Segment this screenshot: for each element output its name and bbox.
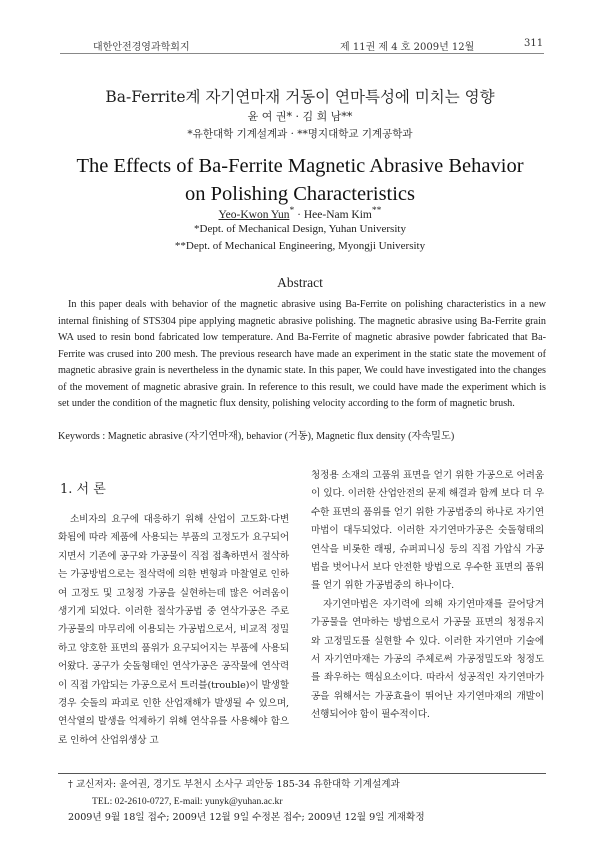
right-column	[311, 467, 544, 725]
abstract-heading: Abstract	[277, 275, 323, 290]
english-title-text: The Effects of Ba-Ferrite Magnetic Abrasive Behavior on Polishing Characteristics	[76, 155, 524, 205]
author-first: Yeo-Kwon Yun	[218, 208, 290, 221]
footnote-contact: TEL: 02-2610-0727, E-mail: yunyk@yuhan.ac.kr	[92, 796, 283, 807]
english-affiliation-1: *Dept. of Mechanical Design, Yuhan University	[194, 223, 406, 235]
left-column	[58, 511, 289, 750]
header-rule	[60, 53, 544, 54]
issue-info: 제 11권 제 4 호 2009년 12월	[340, 42, 475, 53]
footnote-corresponding: † 교신저자: 윤여권, 경기도 부천시 소사구 괴안동 185-34 유한대학 기계설계과	[68, 779, 400, 790]
abstract-text: In this paper deals with behavior of the magnetic abrasive using Ba-Ferrite on polishing characteristics in a new internal finishing of STS304 pipe applying magnetic abrasive polishing. The magnetic abrasive using Ba-Ferrite grain WA used to resin bond fabricated low temperature. And Ba-Ferrite of magnetic abrasive powder fabricated that Ba-Ferrite was crused into 200 mesh. The previous research have made an experiment in the static state the movement of magnetic abrasive grain is nevertheless in the dynamic state. In this paper, We could have investigated into the changes of the movement of magnetic abrasive grain. In reference to this result, we could have made the experiment which is set under the condition of the magnetic flux density, polishing velocity according to the form of magnetic brush.	[58, 299, 546, 409]
intro-paragraph-2: 청정용 소재의 고품위 표면을 얻기 위한 가공으로 어려움이 있다. 이러한 산업안전의 문제 해결과 함께 보다 더 우수한 표면의 품위를 얻기 위한 가공법중의 하나로 자기연마법이 대두되었다. 이러한 자기연마가공은 숫돌형태의 연삭을 비롯한 래핑, 슈퍼피니싱 등의 직접 가압식 가공법을 벗어나서 보다 안전한 방법으로 우수한 표면의 품위를 얻기 위한 가공법중의 하나이다.	[311, 470, 544, 592]
korean-authors: 윤 여 권* · 김 희 남**	[247, 110, 353, 123]
footnote-dates: 2009년 9월 18일 접수; 2009년 12월 9일 수정본 접수; 2009년 12월 9일 게재확정	[68, 812, 425, 823]
korean-title: Ba-Ferrite계 자기연마재 거동이 연마특성에 미치는 영향	[105, 88, 495, 106]
section-heading-introduction: 1. 서 론	[60, 482, 106, 497]
author-second: Hee-Nam Kim	[303, 208, 372, 221]
journal-name: 대한안전경영과학회지	[93, 42, 190, 53]
footnote-rule	[58, 773, 546, 774]
english-affiliation-2: **Dept. of Mechanical Engineering, Myongji University	[174, 240, 426, 252]
author-first-mark: *	[289, 205, 295, 216]
page-number: 311	[524, 38, 544, 49]
korean-affiliations: *유한대학 기계설계과 · **명지대학교 기계공학과	[187, 128, 413, 140]
author-separator: ·	[294, 208, 304, 221]
author-second-mark: **	[371, 205, 382, 216]
intro-paragraph-3: 자기연마법은 자기력에 의해 자기연마재를 끌어당겨 가공물을 연마하는 방법으로서 가공물 표면의 청정유지와 고정밀도를 실현할 수 있다. 이러한 자기연마 기술에서 자기연마재는 가공의 주체로써 가공정밀도와 청정도를 좌우하는 핵심요소이다. 따라서 성공적인 자기연마가공을 위해서는 가공효율이 뛰어난 자기연마재의 개발이 선행되어야 함이 필수적이다.	[311, 598, 544, 721]
intro-paragraph-1: 소비자의 요구에 대응하기 위해 산업이 고도화·다변화됨에 따라 제품에 사용되는 부품의 고정도가 요구되어지면서 기존에 공구와 가공물이 직접 접촉하면서 절삭하는 가공방법으로는 절삭력에 의한 변형과 마찰열로 인하여 고정도 및 고청정 가공을 실현하는데 많은 어려움이 생기게 되었다. 이러한 절삭가공법 중 연삭가공은 주로 가공물의 마무리에 이용되는 가공법으로서, 비교적 정밀하고 양호한 표면의 품위가 요구되어지는 부품에 사용되어왔다. 공구가 숫돌형태인 연삭가공은 공작물에 연삭력이 직접 가압되는 가공으로서 트러블(trouble)이 발생할 경우 숫돌의 파괴로 인한 산업재해가 발생될 수 있으며, 연삭열의 발생을 억제하기 위해 연삭유를 사용해야 함으로 인하여 산업위생상 고	[58, 514, 289, 746]
english-authors	[0, 205, 600, 221]
keywords: Keywords : Magnetic abrasive (자기연마재), behavior (거동), Magnetic flux density (자속밀도)	[58, 431, 455, 442]
english-title	[0, 152, 600, 208]
